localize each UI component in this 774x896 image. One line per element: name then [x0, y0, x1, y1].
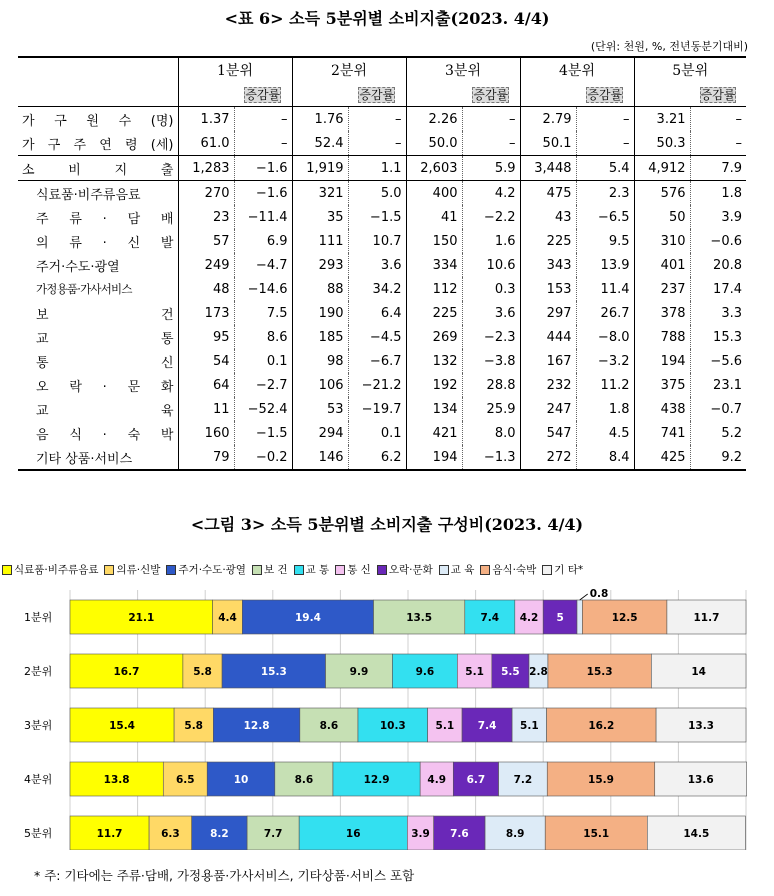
value-cell: 269 — [406, 325, 462, 349]
data-label: 15.3 — [260, 666, 287, 678]
value-cell: 160 — [178, 421, 234, 445]
data-label: 5.8 — [184, 720, 204, 732]
data-label: 7.7 — [263, 828, 283, 840]
row-label: 보 건 — [36, 307, 174, 323]
change-cell: 20.8 — [690, 253, 746, 277]
legend-item — [480, 562, 536, 577]
data-label: 16 — [345, 828, 361, 840]
change-cell: 3.9 — [690, 205, 746, 229]
change-cell: 15.3 — [690, 325, 746, 349]
value-cell: 52.4 — [292, 131, 348, 156]
change-header: 증감률 — [587, 87, 623, 102]
row-label: 기타 상품·서비스 — [18, 445, 178, 470]
table-title: <표 6> 소득 5분위별 소비지출(2023. 4/4) — [224, 9, 550, 28]
data-label: 15.3 — [586, 666, 613, 678]
value-cell: 79 — [178, 445, 234, 470]
change-cell: – — [690, 131, 746, 156]
data-label: 13.8 — [103, 774, 130, 786]
value-cell: 1.37 — [178, 107, 234, 132]
data-label: 5.5 — [501, 666, 520, 678]
change-header: 증감률 — [245, 87, 281, 102]
value-cell: 190 — [292, 301, 348, 325]
data-label: 11.7 — [96, 828, 123, 840]
change-cell: 3.6 — [348, 253, 406, 277]
change-cell: 13.9 — [576, 253, 634, 277]
change-cell: 3.6 — [462, 301, 520, 325]
value-cell: 192 — [406, 373, 462, 397]
row-label: 가 구 원 수 (명) — [18, 107, 178, 132]
change-cell: 7.9 — [690, 156, 746, 181]
value-cell: 11 — [178, 397, 234, 421]
table-row — [18, 349, 746, 373]
table-row — [18, 445, 746, 470]
value-cell: 50 — [634, 205, 690, 229]
data-label: 5.1 — [520, 720, 539, 732]
change-cell: −2.7 — [234, 373, 292, 397]
legend-swatch — [294, 565, 304, 575]
change-cell: – — [234, 131, 292, 156]
change-cell: 1.8 — [690, 181, 746, 206]
data-label: 8.6 — [319, 720, 339, 732]
data-label: 11.7 — [693, 612, 720, 624]
value-cell: 3,448 — [520, 156, 576, 181]
value-cell: 225 — [520, 229, 576, 253]
change-cell: 10.6 — [462, 253, 520, 277]
value-cell: 401 — [634, 253, 690, 277]
change-cell: 5.0 — [348, 181, 406, 206]
change-cell: −0.7 — [690, 397, 746, 421]
value-cell: 225 — [406, 301, 462, 325]
category-label: 5분위 — [24, 827, 53, 840]
data-label: 13.6 — [687, 774, 714, 786]
legend-label: 통 신 — [347, 564, 371, 576]
change-cell: −21.2 — [348, 373, 406, 397]
data-label: 5.8 — [193, 666, 212, 678]
data-label: 15.1 — [583, 828, 610, 840]
change-cell: −19.7 — [348, 397, 406, 421]
value-cell: 106 — [292, 373, 348, 397]
data-label: 6.3 — [161, 828, 180, 840]
value-cell: 375 — [634, 373, 690, 397]
value-cell: 334 — [406, 253, 462, 277]
data-label: 14 — [691, 666, 706, 678]
data-label: 2.8 — [529, 666, 548, 678]
subheader-blank-cell — [406, 82, 462, 107]
change-cell: – — [348, 107, 406, 132]
change-cell: – — [690, 107, 746, 132]
table-row — [18, 205, 746, 229]
value-cell: 146 — [292, 445, 348, 470]
header-q4: 4분위 — [520, 57, 634, 82]
change-cell: −1.6 — [234, 181, 292, 206]
value-cell: 232 — [520, 373, 576, 397]
change-cell: 2.3 — [576, 181, 634, 206]
value-cell: 378 — [634, 301, 690, 325]
value-cell: 272 — [520, 445, 576, 470]
value-cell: 2,603 — [406, 156, 462, 181]
table-row — [18, 131, 746, 156]
change-cell: 26.7 — [576, 301, 634, 325]
row-label: 주 류 · 담 배 — [36, 211, 174, 227]
value-cell: 64 — [178, 373, 234, 397]
value-cell: 132 — [406, 349, 462, 373]
value-cell: 788 — [634, 325, 690, 349]
change-cell: 5.9 — [462, 156, 520, 181]
callout-line — [580, 594, 588, 600]
row-label: 가정용품·가사서비스 — [36, 282, 132, 296]
change-cell: 34.2 — [348, 277, 406, 301]
bar-segment — [577, 600, 582, 634]
legend-label: 보 건 — [263, 564, 288, 576]
change-cell: 8.0 — [462, 421, 520, 445]
data-label: 16.2 — [588, 720, 615, 732]
table-row — [18, 301, 746, 325]
value-cell: 294 — [292, 421, 348, 445]
category-label: 2분위 — [24, 665, 53, 678]
category-label: 4분위 — [24, 773, 53, 786]
legend-swatch — [252, 565, 262, 575]
change-cell: 5.2 — [690, 421, 746, 445]
value-cell: 425 — [634, 445, 690, 470]
value-cell: 321 — [292, 181, 348, 206]
value-cell: 438 — [634, 397, 690, 421]
subheader-blank — [18, 82, 178, 107]
data-label: 7.4 — [480, 612, 500, 624]
data-label: 12.9 — [363, 774, 390, 786]
legend-item — [166, 562, 246, 577]
change-cell: 1.1 — [348, 156, 406, 181]
row-label: 의 류 · 신 발 — [36, 235, 174, 251]
legend-swatch — [104, 565, 114, 575]
legend-swatch — [480, 565, 490, 575]
value-cell: 400 — [406, 181, 462, 206]
change-cell: −4.5 — [348, 325, 406, 349]
data-label: 15.4 — [109, 720, 136, 732]
row-label: 통 신 — [36, 355, 174, 371]
legend-label: 식료품·비주류음료 — [14, 564, 99, 576]
value-cell: 95 — [178, 325, 234, 349]
change-cell: – — [234, 107, 292, 132]
value-cell: 237 — [634, 277, 690, 301]
change-cell: 5.4 — [576, 156, 634, 181]
table-row — [18, 373, 746, 397]
data-label: 9.9 — [349, 666, 369, 678]
change-cell: 0.1 — [234, 349, 292, 373]
change-cell: −1.6 — [234, 156, 292, 181]
value-cell: 1.76 — [292, 107, 348, 132]
legend-swatch — [166, 565, 176, 575]
change-cell: 9.2 — [690, 445, 746, 470]
value-cell: 185 — [292, 325, 348, 349]
value-cell: 53 — [292, 397, 348, 421]
legend-label: 오락·문화 — [388, 564, 433, 576]
legend-item — [252, 562, 288, 577]
row-label: 오 락 · 문 화 — [36, 379, 174, 395]
table-row — [18, 107, 746, 132]
change-cell: 0.1 — [348, 421, 406, 445]
subheader-blank-cell — [178, 82, 234, 107]
change-cell: – — [462, 131, 520, 156]
value-cell: 249 — [178, 253, 234, 277]
row-label: 소 비 지 출 — [18, 156, 178, 181]
stacked-bar-chart — [0, 580, 774, 850]
header-q1: 1분위 — [178, 57, 292, 82]
value-cell: 61.0 — [178, 131, 234, 156]
value-cell: 23 — [178, 205, 234, 229]
value-cell: 134 — [406, 397, 462, 421]
change-cell: 11.2 — [576, 373, 634, 397]
change-cell: 1.8 — [576, 397, 634, 421]
change-cell: −3.8 — [462, 349, 520, 373]
change-cell: 8.4 — [576, 445, 634, 470]
row-label: 교 육 — [36, 403, 174, 419]
change-cell: −0.2 — [234, 445, 292, 470]
value-cell: 88 — [292, 277, 348, 301]
data-label: 10.3 — [379, 720, 406, 732]
change-cell: 8.6 — [234, 325, 292, 349]
change-cell: 4.2 — [462, 181, 520, 206]
change-cell: 6.2 — [348, 445, 406, 470]
legend-item — [542, 562, 583, 577]
data-label: 12.8 — [243, 720, 270, 732]
change-header: 증감률 — [359, 87, 395, 102]
data-label: 13.5 — [406, 612, 433, 624]
value-cell: 50.3 — [634, 131, 690, 156]
row-label: 음 식 · 숙 박 — [36, 427, 174, 443]
data-label: 8.9 — [505, 828, 525, 840]
value-cell: 293 — [292, 253, 348, 277]
change-cell: 25.9 — [462, 397, 520, 421]
value-cell: 111 — [292, 229, 348, 253]
legend-swatch — [377, 565, 387, 575]
value-cell: 3.21 — [634, 107, 690, 132]
data-label: 13.3 — [688, 720, 715, 732]
value-cell: 43 — [520, 205, 576, 229]
value-cell: 576 — [634, 181, 690, 206]
change-cell: – — [576, 131, 634, 156]
data-label: 7.2 — [513, 774, 533, 786]
subheader-blank-cell — [520, 82, 576, 107]
table-row — [18, 277, 746, 301]
data-label: 4.4 — [218, 612, 237, 624]
callout-label: 0.8 — [589, 588, 609, 600]
data-label: 7.6 — [450, 828, 469, 840]
change-cell: 1.6 — [462, 229, 520, 253]
value-cell: 247 — [520, 397, 576, 421]
change-cell: −14.6 — [234, 277, 292, 301]
value-cell: 2.79 — [520, 107, 576, 132]
data-label: 6.5 — [175, 774, 195, 786]
category-label: 3분위 — [24, 719, 53, 732]
value-cell: 48 — [178, 277, 234, 301]
data-label: 3.9 — [411, 828, 430, 840]
category-label: 1분위 — [24, 611, 53, 624]
change-header: 증감률 — [473, 87, 509, 102]
value-cell: 173 — [178, 301, 234, 325]
change-header: 증감률 — [700, 87, 736, 102]
change-cell: 11.4 — [576, 277, 634, 301]
change-cell: −0.6 — [690, 229, 746, 253]
unit-note: (단위: 천원, %, 전년동분기대비) — [590, 40, 748, 53]
row-label: 식료품·비주류음료 — [36, 187, 141, 203]
change-cell: −5.6 — [690, 349, 746, 373]
data-label: 8.6 — [294, 774, 314, 786]
value-cell: 2.26 — [406, 107, 462, 132]
value-cell: 194 — [634, 349, 690, 373]
row-label: 교 통 — [36, 331, 174, 347]
change-cell: 28.8 — [462, 373, 520, 397]
change-cell: −2.3 — [462, 325, 520, 349]
data-label: 16.7 — [113, 666, 140, 678]
change-cell: −2.2 — [462, 205, 520, 229]
header-blank — [18, 57, 178, 82]
value-cell: 98 — [292, 349, 348, 373]
legend-label: 교 육 — [450, 564, 475, 576]
value-cell: 35 — [292, 205, 348, 229]
value-cell: 4,912 — [634, 156, 690, 181]
value-cell: 57 — [178, 229, 234, 253]
change-cell: −8.0 — [576, 325, 634, 349]
data-label: 4.9 — [427, 774, 447, 786]
change-cell: −6.7 — [348, 349, 406, 373]
table-row — [18, 181, 746, 206]
value-cell: 547 — [520, 421, 576, 445]
header-row — [18, 57, 746, 82]
value-cell: 50.1 — [520, 131, 576, 156]
data-label: 9.6 — [415, 666, 435, 678]
table-row — [18, 156, 746, 181]
legend-label: 교 통 — [305, 564, 330, 576]
legend-label: 음식·숙박 — [492, 564, 537, 576]
change-cell: −3.2 — [576, 349, 634, 373]
value-cell: 50.0 — [406, 131, 462, 156]
value-cell: 194 — [406, 445, 462, 470]
change-cell: 6.9 — [234, 229, 292, 253]
header-q3: 3분위 — [406, 57, 520, 82]
change-cell: 7.5 — [234, 301, 292, 325]
table-row — [18, 397, 746, 421]
data-label: 15.9 — [588, 774, 614, 786]
value-cell: 297 — [520, 301, 576, 325]
table-row — [18, 325, 746, 349]
change-cell: 0.3 — [462, 277, 520, 301]
value-cell: 112 — [406, 277, 462, 301]
value-cell: 41 — [406, 205, 462, 229]
subheader-blank-cell — [634, 82, 690, 107]
value-cell: 1,919 — [292, 156, 348, 181]
value-cell: 1,283 — [178, 156, 234, 181]
change-cell: 17.4 — [690, 277, 746, 301]
header-q2: 2분위 — [292, 57, 406, 82]
value-cell: 444 — [520, 325, 576, 349]
value-cell: 54 — [178, 349, 234, 373]
consumption-table — [18, 56, 746, 471]
value-cell: 343 — [520, 253, 576, 277]
row-label: 가 구 주 연 령 (세) — [22, 137, 174, 153]
data-label: 4.2 — [519, 612, 539, 624]
change-cell: – — [462, 107, 520, 132]
data-label: 19.4 — [294, 612, 321, 624]
value-cell: 270 — [178, 181, 234, 206]
change-cell: 6.4 — [348, 301, 406, 325]
change-cell: 3.3 — [690, 301, 746, 325]
legend-label: 의류·신발 — [116, 564, 161, 576]
value-cell: 167 — [520, 349, 576, 373]
data-label: 6.7 — [466, 774, 486, 786]
legend-swatch — [542, 565, 552, 575]
header-q5: 5분위 — [634, 57, 746, 82]
footnote: * 주: 기타에는 주류·담배, 가정용품·가사서비스, 기타상품·서비스 포함 — [34, 868, 415, 883]
legend-label: 기 타* — [554, 564, 584, 576]
data-label: 5.1 — [435, 720, 455, 732]
row-label: 주거·수도·광열 — [36, 259, 120, 275]
data-label: 14.5 — [683, 828, 710, 840]
change-cell: −1.5 — [348, 205, 406, 229]
value-cell: 310 — [634, 229, 690, 253]
chart-legend — [2, 562, 774, 577]
data-label: 5 — [556, 612, 564, 624]
change-cell: 4.5 — [576, 421, 634, 445]
legend-swatch — [439, 565, 449, 575]
data-label: 5.1 — [465, 666, 484, 678]
value-cell: 421 — [406, 421, 462, 445]
data-label: 7.4 — [477, 720, 497, 732]
value-cell: 741 — [634, 421, 690, 445]
value-cell: 153 — [520, 277, 576, 301]
legend-swatch — [2, 565, 12, 575]
legend-item — [377, 562, 433, 577]
legend-item — [439, 562, 475, 577]
legend-swatch — [335, 565, 345, 575]
change-cell: 23.1 — [690, 373, 746, 397]
change-cell: −52.4 — [234, 397, 292, 421]
legend-item — [294, 562, 330, 577]
change-cell: −6.5 — [576, 205, 634, 229]
legend-item — [104, 562, 160, 577]
change-cell: – — [348, 131, 406, 156]
table-row — [18, 421, 746, 445]
chart-title: <그림 3> 소득 5분위별 소비지출 구성비(2023. 4/4) — [190, 515, 584, 534]
legend-item — [2, 562, 98, 577]
change-cell: – — [576, 107, 634, 132]
legend-item — [335, 562, 371, 577]
data-label: 12.5 — [611, 612, 638, 624]
table-row — [18, 253, 746, 277]
change-cell: −1.5 — [234, 421, 292, 445]
table-row — [18, 229, 746, 253]
data-label: 21.1 — [128, 612, 155, 624]
change-cell: −4.7 — [234, 253, 292, 277]
value-cell: 475 — [520, 181, 576, 206]
change-cell: 9.5 — [576, 229, 634, 253]
subheader-blank-cell — [292, 82, 348, 107]
legend-label: 주거·수도·광열 — [178, 564, 246, 576]
data-label: 8.2 — [210, 828, 229, 840]
change-cell: 10.7 — [348, 229, 406, 253]
data-label: 10 — [233, 774, 249, 786]
subheader-row — [18, 82, 746, 107]
change-cell: −11.4 — [234, 205, 292, 229]
value-cell: 150 — [406, 229, 462, 253]
change-cell: −1.3 — [462, 445, 520, 470]
